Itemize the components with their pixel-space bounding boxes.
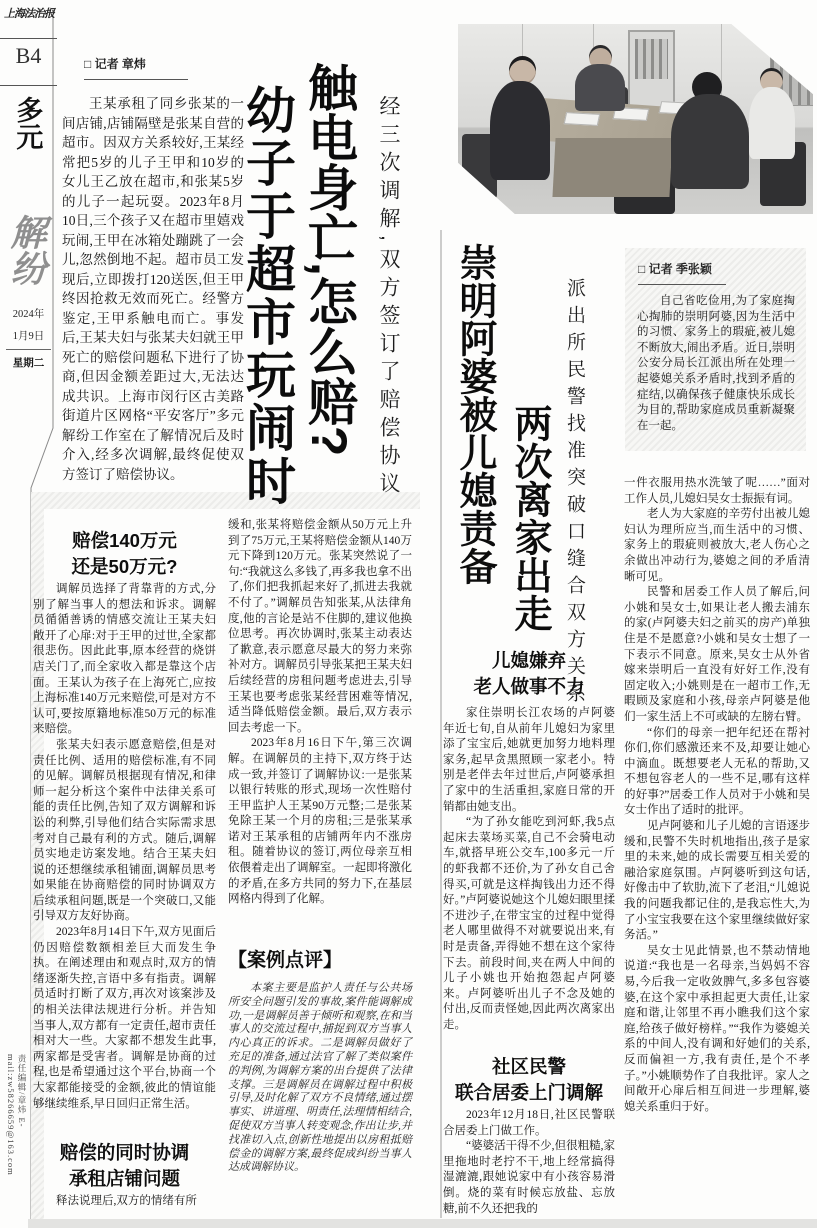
weekday: 星期二 [12, 358, 45, 369]
article2-subhead1 [443, 648, 615, 700]
subhead-line: 赔偿140万元 [72, 530, 177, 551]
paragraph: 2023年8月14日下午,双方见面后仍因赔偿数额相差巨大而发生争执。在阐述理由和观点时,双方的情绪逐渐失控,言语中多有指责。调解员适时打断了双方,再次对该案涉及的相关法律法规进行分析。并告知当事人,双方都有一定责任,超市责任相对大一些。大家都不想发生此事,两家都是受害者。调解是协商的过程,也是希望通过这个平台,协商一个大家都能接受的金额,彼此的情谊能够继续维系,早日回归正常生活。 [33, 926, 216, 1110]
case-comment-heading: 【案例点评】 [228, 950, 343, 971]
date-month-day: 1月9日 [12, 331, 45, 342]
article2-kicker: 派出所民警找准突破口缝合双方关系 [564, 278, 585, 710]
paragraph: 一件衣服用热水洗皱了呢……”面对工作人员,儿媳妇吴女士振振有词。 [624, 477, 810, 505]
subhead-line: 承租店铺问题 [68, 1168, 180, 1189]
paragraph: 见卢阿婆和儿子儿媳的言语逐步缓和,民警不失时机地指出,孩子是家里的未来,她的成长需要互相关爱的融洽家庭氛围。卢阿婆听到这句话,好像击中了软肋,流下了老泪,“儿媳说我的问题我都记住的,是我忘性大,为了小宝宝我要在这个家里继续做好家务活。” [624, 820, 810, 942]
photo-name-plate [563, 112, 599, 125]
article1-subhead2 [33, 1140, 216, 1192]
article2-byline: □ 记者 季张颖 [638, 260, 726, 285]
date-year: 2024年 [12, 309, 45, 320]
article2-lead [637, 294, 795, 434]
paragraph: 王某承租了同乡张某的一间店铺,店铺隔壁是张某自营的超市。因双方关系较好,王某经常把5岁的儿子王甲和10岁的女儿王乙放在超市,和张某5岁的儿子一起玩耍。2023年8月10日,三个孩子又在超市里嬉戏玩闹,王甲在冰箱处蹦跳了一会儿,忽然倒地不起。超市员工发现后,立即拨打120送医,但王甲终因抢救无效而死亡。经警方鉴定,王甲系触电而亡。事发后,王某夫妇与张某夫妇就王甲死亡的赔偿问题私下进行了协商,但因金额差距过大,无法达成共识。上海市闵行区古美路街道片区网格“平安客厅”多元解纷工作室在了解情况后及时介入,经多次调解,最终促使双方签订了赔偿协议。 [62, 96, 244, 482]
article1-title-col2: 触电身亡,怎么赔? [301, 62, 357, 457]
article2-column1-body2 [443, 1108, 615, 1217]
paragraph: 本案主要是监护人责任与公共场所安全问题引发的事故,案件能调解成功,一是调解员善于倾听和观察,在和当事人的交流过程中,捕捉到双方当事人内心真正的诉求。二是调解员做好了充足的准备,通过法官了解了类似案件的判例,为调解方案的出台提供了法律支撑。三是调解员在调解过程中积极引导,及时化解了双方不良情绪,通过摆事实、讲道理、明责任,法理情相结合,促使双方当事人转变观念,作出让步,并找准切入点,创新性地提出以房租抵赔偿金的调解方案,最终促成纠纷当事人达成调解协议。 [228, 982, 412, 1174]
subhead-line: 联合居委上门调解 [454, 1082, 603, 1103]
article1-column2-body [228, 518, 412, 908]
masthead-rule-bottom [0, 85, 57, 86]
paragraph: 吴女士见此情景,也不禁动情地说道:“我也是一名母亲,当妈妈不容易,今后我一定收敛脾气,多多包容婆婆,在这个家中承担起更大责任,让家庭和谐,让邻里不再小瞧我们这个家庭,给孩子做好榜样。”“我作为婆媳关系的中间人,没有调和好她们的关系,反而偏袒一方,我有责任,是个不孝子。”小姚顺势作了自我批评。家人之间敞开心扉后相互间进一步理解,婆媳关系重归于好。 [624, 944, 810, 1113]
section-name-bottom: 解纷 [6, 214, 46, 286]
subhead-line: 老人做事不力 [473, 676, 585, 697]
article1-column1-body [33, 582, 216, 1112]
article2-title-col1: 崇明阿婆被儿媳责备 [453, 243, 495, 585]
article2-subhead2 [443, 1054, 615, 1106]
article1-intro [62, 94, 244, 484]
paragraph: 自己省吃俭用,为了家庭掏心掏肺的崇明阿婆,因为生活中的习惯、家务上的瑕疵,被儿媳不断放大,闹出矛盾。近日,崇明公安分局长江派出所在处理一起婆媳关系矛盾时,找到矛盾的症结,以确保孩子健康快乐成长为目的,帮助家庭成员重新凝聚在一起。 [637, 295, 795, 432]
photo-door-window [635, 39, 669, 79]
photo-officer-figure [490, 81, 550, 180]
page-number: B4 [15, 43, 42, 68]
subhead-line: 赔偿的同时协调 [59, 1142, 190, 1163]
subhead-line: 还是50万元? [71, 556, 178, 577]
paragraph: 释法说理后,双方的情绪有所 [56, 1195, 197, 1207]
article2-column2-body [624, 476, 810, 1115]
mediation-photo [458, 24, 813, 214]
paragraph: “为了孙女能吃到河虾,我5点起床去菜场买菜,自己不会骑电动车,就搭早班公交车,100多元一斤的虾我都不还价,为了孙女自己舍得买,可就是这样掏钱出力还不得好。”卢阿婆说她这个儿媳妇眼里揉不进沙子,在带宝宝的过程中觉得老人哪里做得不对就要说出来,有时是责备,弄得她不想在这个家待下去。前段时间,夹在两人中间的儿子小姚也开始抱怨起卢阿婆来。卢阿婆听出儿子不念及她的付出,反而责怪她,因此两次离家出走。 [443, 816, 615, 1031]
paragraph: 调解员选择了背靠背的方式,分别了解当事人的想法和诉求。调解员循循善诱的情感交流让王某夫妇敞开了心扉:对于王甲的过世,全家都很悲伤。因此此事,原本经营的烧饼店关门了,而全家收入都是靠这个店面。王某认为孩子在上海死亡,应按上海标准140万元来赔偿,可是对方不认可,要按原籍地标准50万元的标准来赔偿。 [33, 583, 216, 736]
paragraph: 家住崇明长江农场的卢阿婆年近七旬,自从前年儿媳妇为家里添了宝宝后,她就更加努力地料理家务,起早贪黑照顾一家老小。特别是老伴去年过世后,卢阿婆承担了家中的生活重担,家庭日常的开销都由她支出。 [443, 707, 615, 813]
editor-email-line: 责任编辑/章炜 E-mail:zw58266659@163.com [6, 1054, 27, 1176]
photo-table-front [552, 138, 672, 197]
photo-woman-figure [749, 87, 795, 159]
article1-kicker: 经三次调解,双方签订了赔偿协议 [377, 95, 400, 500]
paragraph: 缓和,张某将赔偿金额从50万元上升到了75万元,王某将赔偿金额从140万元下降到120万元。张某突然说了一句:“我就这么多钱了,再多我也拿不出了,你们把我抓起来好了,抓进去我就不付了。”调解员告知张某,从法律角度,他的言论是站不住脚的,建议他换位思考。再次协调时,张某主动表达了歉意,表示愿意尽最大的努力来弥补对方。调解员引导张某把王某夫妇后续经营的房租问题考虑进去,引导王某也要考虑张某经营困难等情况,适当降低赔偿金额。最后,双方表示回去考虑一下。 [228, 519, 412, 734]
article2-column1-body [443, 706, 615, 1033]
photo-man-figure [671, 94, 749, 189]
paper-name: 上海法治报 [4, 8, 54, 20]
page-bottom-band [28, 1219, 817, 1228]
article1-byline: □ 记者 章炜 [84, 55, 188, 80]
paragraph: 民警和居委工作人员了解后,问小姚和吴女士,如果让老人搬去浦东的家(卢阿婆夫妇之前买的房产)单独住是不是愿意?小姚和吴女士想了一下表示不同意。原来,吴女士从外省嫁来崇明后一直没有好好工作,没有固定收入;小姚则是在一超市工作,无暇顾及家庭和小孩,母亲卢阿婆是他们一家生活上不可或缺的左膀右臂。 [624, 586, 810, 723]
subhead-line: 社区民警 [491, 1056, 566, 1077]
paragraph: 2023年8月16日下午,第三次调解。在调解员的主持下,双方终于达成一致,并签订了调解协议:一是张某以银行转账的形式,现场一次性赔付王甲监护人王某90万元整;二是张某免除王某一个月的房租;三是张某承诺对王某承租的店铺两年内不涨房租。随着协议的签订,两位母亲互相依偎着走出了调解室。一起即将激化的矛盾,在多方共同的努力下,在基层网格内得到了化解。 [228, 737, 412, 906]
subhead-line: 儿媳嫌弃 [491, 650, 566, 671]
paragraph: “婆婆活干得不少,但很粗糙,家里拖地时老拧不干,地上经常搞得湿漉漉,跟她说家中有小孩容易滑倒。烧的菜有时候忘放盐、忘放糖,前不久还把我的 [443, 1140, 615, 1215]
paragraph: “你们的母亲一把年纪还在帮衬你们,你们感激还来不及,却要让她心中滴血。既想要老人无私的帮助,又不想包容老人的一些不足,哪有这样的好事?”居委工作人员对于小姚和吴女士作出了适时的批评。 [624, 726, 810, 817]
article1-top-shade [31, 492, 420, 509]
paragraph: 张某夫妇表示愿意赔偿,但是对责任比例、适用的赔偿标准,有不同的见解。调解员根据现有情况,和律师一起分析这个案件中法律关系可能的责任比例,告知了双方调解和诉讼的利弊,引导他们结合实际需求思考对自己最有利的方式。随后,调解员实地走访案发地。结合王某夫妇说的还想继续承租铺面,调解员思考如果能在协商赔偿的同时协调双方后续承租问题,既是一个突破口,又能引导双方友好协商。 [33, 738, 216, 923]
date-rule [6, 349, 51, 350]
photo-person-figure [575, 64, 625, 112]
section-name-top: 多元 [12, 96, 43, 150]
article1-column1-tail [33, 1194, 216, 1210]
article2-title-col2: 两次离家出走 [508, 404, 550, 632]
article1-subhead1 [33, 528, 216, 580]
paragraph: 老人为大家庭的辛劳付出被儿媳妇认为理所应当,而生活中的习惯、家务上的瑕疵则被放大,老人伤心之余做出冲动行为,婆媳之间的矛盾清晰可见。 [624, 508, 810, 583]
article1-title-col1: 幼子于超市玩闹时 [239, 84, 295, 508]
masthead-rule-top [0, 38, 57, 39]
paragraph: 2023年12月18日,社区民警联合居委上门做工作。 [443, 1109, 615, 1137]
case-comment-body [228, 982, 412, 1175]
